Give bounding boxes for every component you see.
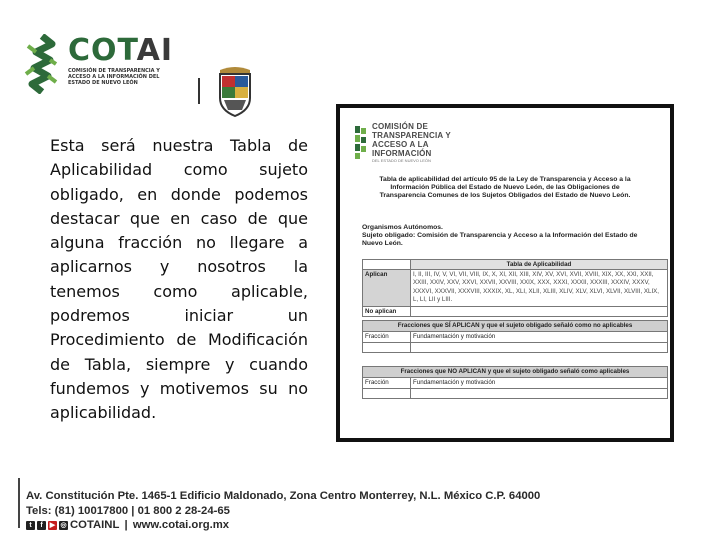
footer-social bbox=[26, 519, 229, 531]
col-fraction: Fracción bbox=[363, 377, 411, 388]
footer-phones: Tels: (81) 10017800 | 01 800 2 28-24-65 bbox=[26, 505, 230, 517]
col-basis: Fundamentación y motivación bbox=[411, 331, 668, 342]
doc-logo-line: TRANSPARENCIA Y bbox=[372, 131, 451, 140]
document-image bbox=[336, 104, 674, 442]
section-header-no-apply: Fracciones que NO APLICAN y que el sujeto obligado señaló como aplicables bbox=[363, 367, 668, 378]
cotai-emblem-icon bbox=[22, 34, 64, 94]
cotai-logo bbox=[22, 30, 262, 96]
doc-logo-line: INFORMACIÓN bbox=[372, 149, 432, 158]
logo-divider bbox=[198, 78, 200, 104]
applicability-table bbox=[362, 259, 668, 317]
no-apply-fractions bbox=[411, 306, 668, 316]
doc-logo-text bbox=[372, 122, 451, 158]
no-apply-discrepancy-table bbox=[362, 366, 668, 399]
doc-logo-line: COMISIÓN DE bbox=[372, 122, 428, 131]
doc-org-type: Organismos Autónomos. bbox=[362, 224, 443, 231]
footer-rule bbox=[18, 478, 20, 528]
youtube-icon[interactable]: ▶ bbox=[49, 521, 56, 529]
nuevo-leon-seal-icon bbox=[212, 64, 258, 118]
social-handle[interactable]: COTAINL bbox=[70, 519, 120, 531]
doc-emblem-icon bbox=[354, 124, 368, 160]
doc-organization bbox=[362, 224, 642, 249]
empty-cell bbox=[363, 388, 411, 398]
doc-logo bbox=[354, 122, 464, 166]
no-apply-label: No aplican bbox=[363, 306, 411, 316]
apply-discrepancy-table bbox=[362, 320, 668, 353]
footer-address: Av. Constitución Pte. 1465-1 Edificio Maldonado, Zona Centro Monterrey, N.L. México C.P. 64000 bbox=[26, 490, 541, 502]
facebook-icon[interactable]: f bbox=[37, 521, 46, 530]
apply-fractions: I, II, III, IV, V, VI, VII, VIII, IX, X, XI, XII, XIII, XIV, XV, XVI, XVII, XVIII, XIX, XX, XXI, XXII, XXIII, XXIV, XXV, XXVI, XXVII, XXVIII, XXIX, XXX, XXXI, XXXII, XXXIII, XXXIV, XXXV, XXXVI, XXXVII, XXXVIII, XXXIX, XL, XLI, XLII, XLIII, XLIV, XLV, XLVI, XLVII, XLVIII, XLIX, L, LI, LII y LIII. bbox=[411, 270, 668, 307]
footer-separator: | bbox=[121, 519, 131, 531]
doc-logo-subtitle: DEL ESTADO DE NUEVO LEÓN bbox=[372, 158, 431, 163]
doc-title: Tabla de aplicabilidad del artículo 95 de la Ley de Transparencia y Acceso a la Información Pública del Estado de Nuevo León, de las Obligaciones de Transparencia Comunes de los Sujetos Obligados del Estado de Nuevo León. bbox=[379, 176, 631, 200]
empty-cell bbox=[363, 342, 411, 352]
body-paragraph: Esta será nuestra Tabla de Aplicabilidad como sujeto obligado, en donde podemos destacar que en caso de que alguna fracción no llegare a aplicarnos y nosotros la tenemos como aplicable, podremos iniciar un Procedimiento de Modificación de Tabla, siempre y cuando fundemos y motivemos su no aplicabilidad. bbox=[50, 136, 308, 423]
cotai-subtitle: COMISIÓN DE TRANSPARENCIA Y ACCESO A LA INFORMACIÓN DEL ESTADO DE NUEVO LEÓN bbox=[68, 68, 160, 86]
section-header-apply: Fracciones que SÍ APLICAN y que el sujeto obligado señaló como no aplicables bbox=[363, 321, 668, 332]
table-header: Tabla de Aplicabilidad bbox=[411, 260, 668, 270]
applicability-document bbox=[340, 108, 670, 438]
apply-label: Aplican bbox=[363, 270, 411, 307]
table-corner bbox=[363, 260, 411, 270]
empty-cell bbox=[411, 342, 668, 352]
cotai-name: COTAI bbox=[68, 33, 174, 68]
empty-cell bbox=[411, 388, 668, 398]
col-basis: Fundamentación y motivación bbox=[411, 377, 668, 388]
col-fraction: Fracción bbox=[363, 331, 411, 342]
twitter-icon[interactable]: t bbox=[26, 521, 35, 530]
website-link[interactable]: www.cotai.org.mx bbox=[132, 519, 230, 531]
doc-obliged-subject: Sujeto obligado: Comisión de Transparencia y Acceso a la Información del Estado de Nuevo León. bbox=[362, 232, 638, 248]
doc-logo-line: ACCESO A LA bbox=[372, 140, 429, 149]
instagram-icon[interactable]: ◎ bbox=[60, 521, 67, 529]
cotai-wordmark bbox=[68, 33, 174, 68]
